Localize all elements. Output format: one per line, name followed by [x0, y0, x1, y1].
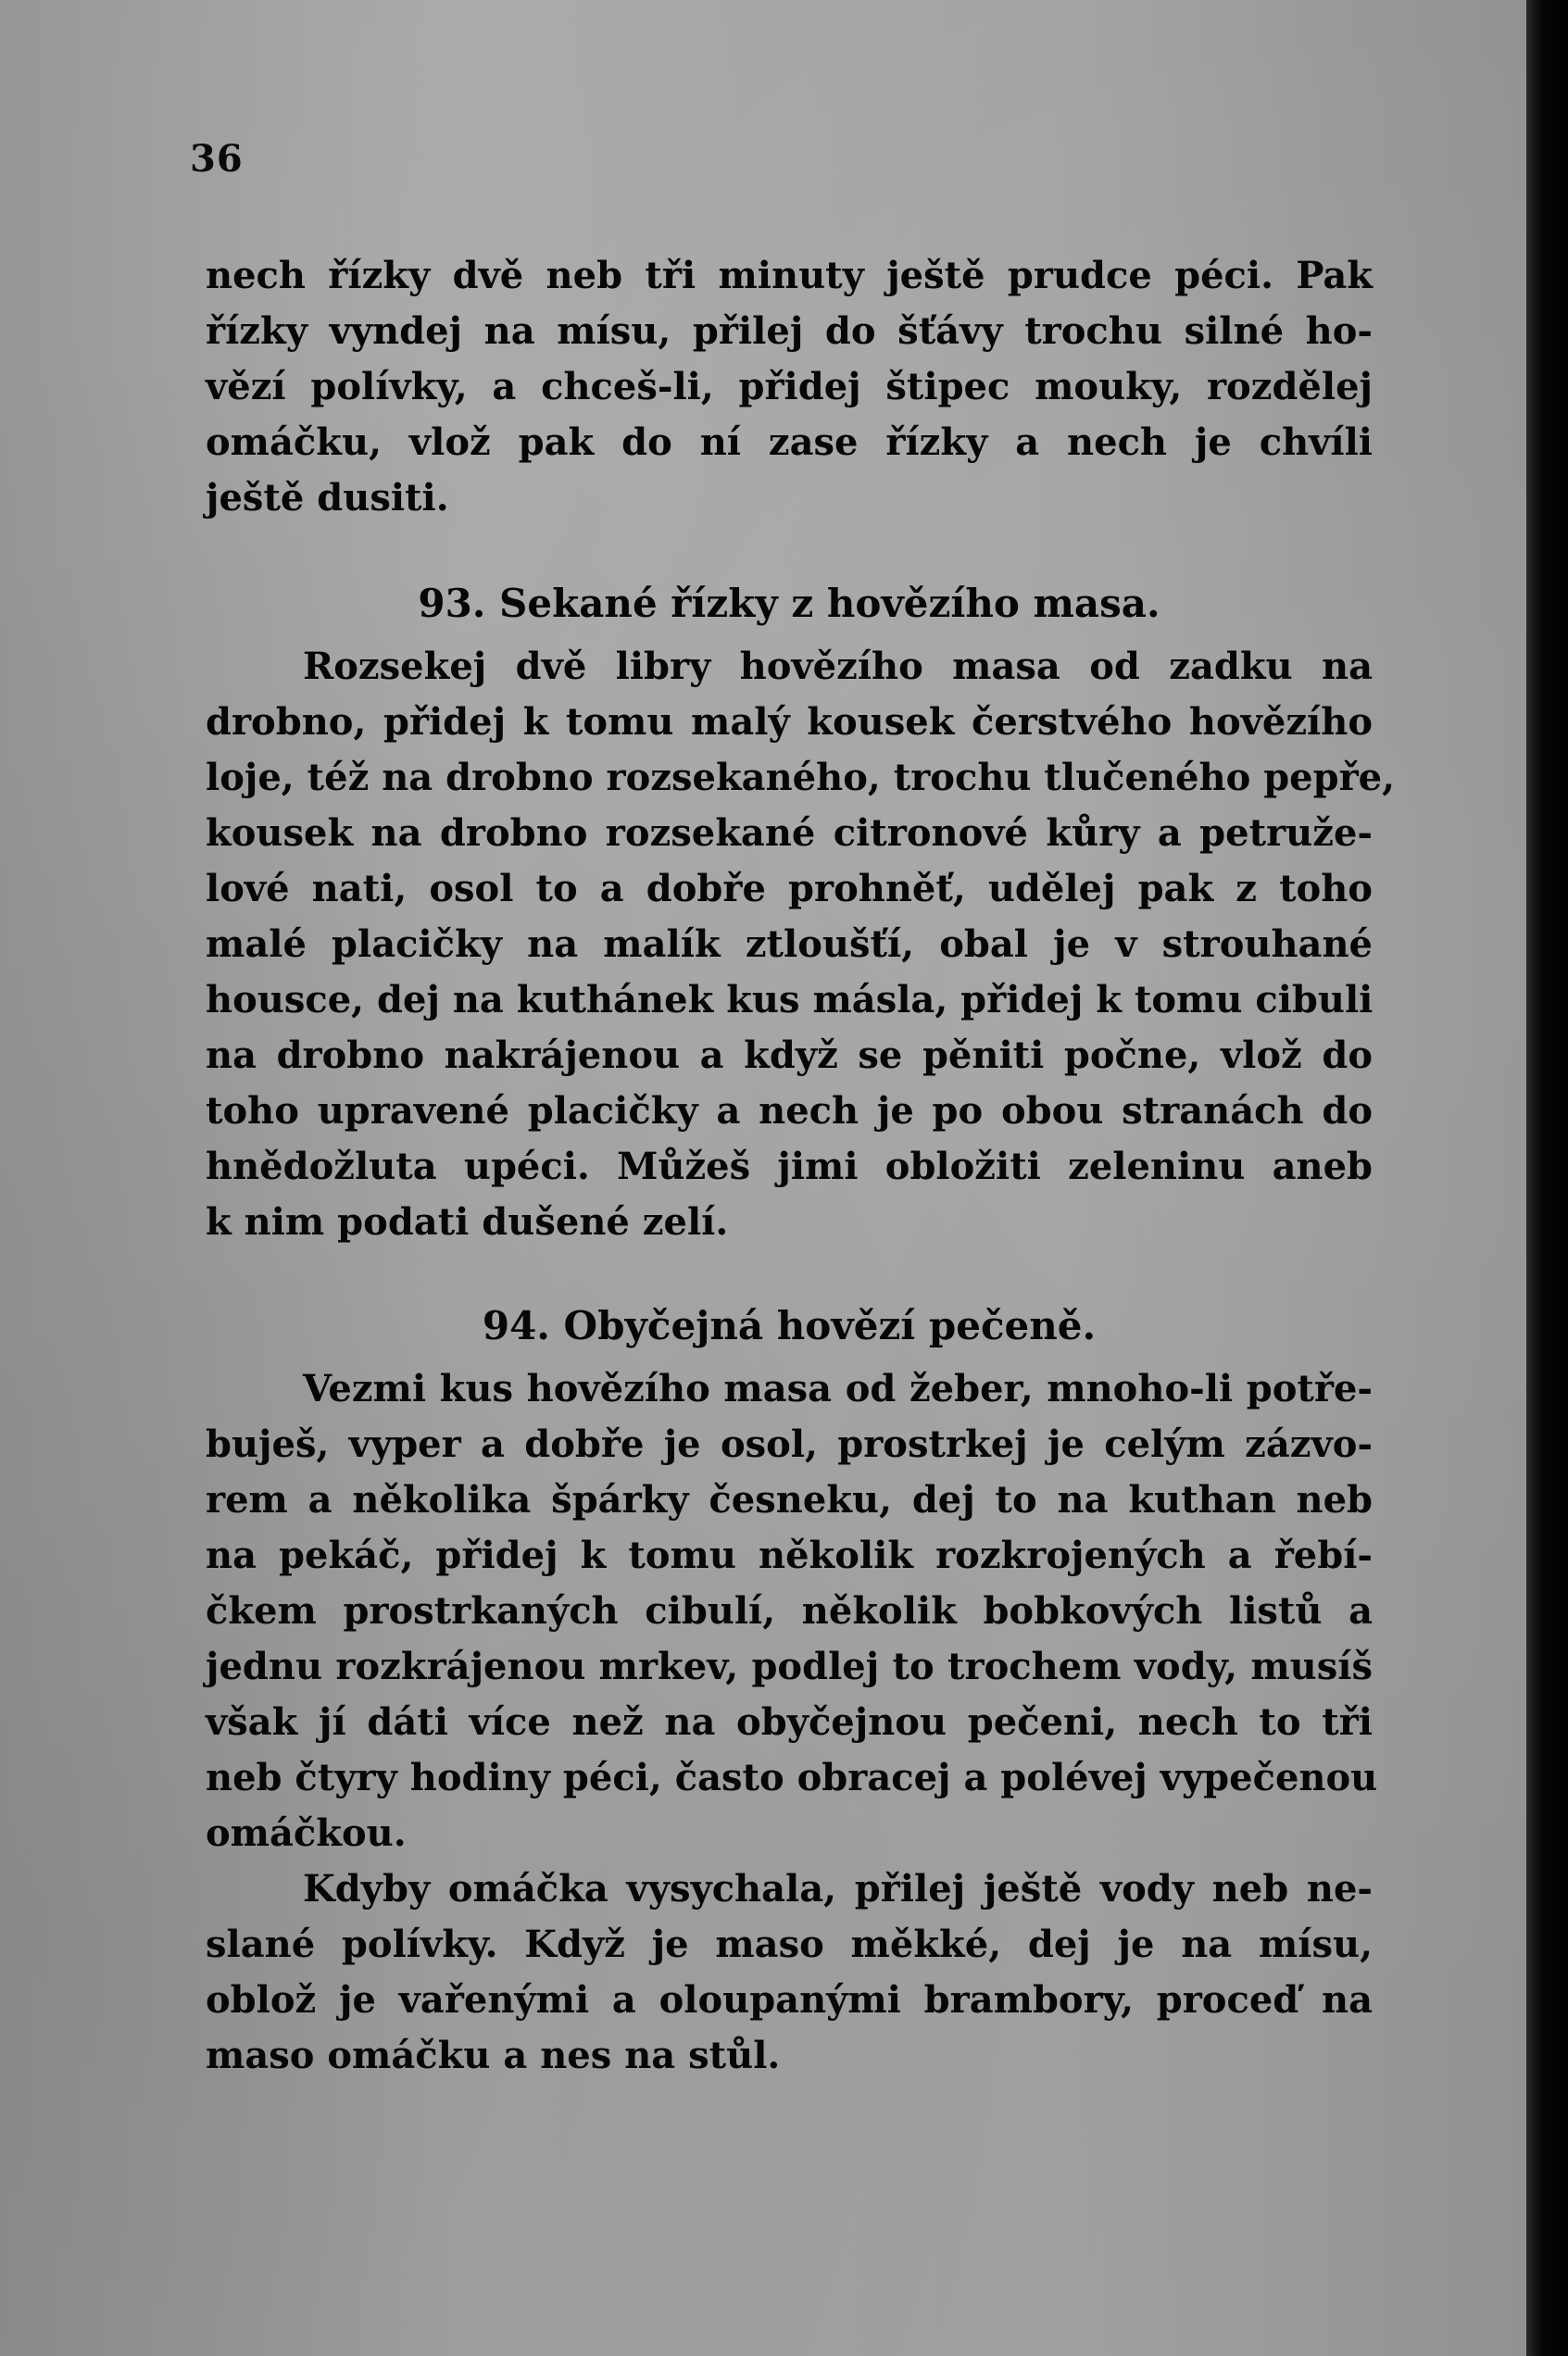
text-line: vězí polívky, a chceš-li, přidej štipec mouky, rozdělej — [206, 365, 1373, 408]
intro-paragraph — [206, 248, 1373, 526]
text-line: nech řízky dvě neb tři minuty ještě prudce péci. Pak — [206, 254, 1373, 297]
text-line: jednu rozkrájenou mrkev, podlej to trochem vody, musíš — [206, 1645, 1373, 1688]
text-line: na drobno nakrájenou a když se pěniti počne, vlož do — [206, 1034, 1373, 1077]
text-line: malé placičky na malík ztloušťí, obal je v strouhané — [206, 922, 1373, 966]
recipe-93-paragraph — [206, 639, 1396, 1250]
text-line: neb čtyry hodiny péci, často obracej a polévej vypečenou — [206, 1756, 1378, 1799]
text-line: kousek na drobno rozsekané citronové kůry a petruže- — [206, 811, 1373, 855]
text-line: omáčku, vlož pak do ní zase řízky a nech je chvíli — [206, 420, 1373, 464]
text-line: buješ, vyper a dobře je osol, prostrkej je celým zázvo- — [206, 1422, 1373, 1466]
text-line: oblož je vařenými a oloupanými brambory, proceď na — [206, 1978, 1373, 2022]
recipe-94-heading: 94. Obyčejná hovězí pečeně. — [482, 1303, 1097, 1348]
text-line: loje, též na drobno rozsekaného, trochu tlučeného pepře, — [206, 756, 1396, 799]
text-line: řízky vyndej na mísu, přilej do šťávy trochu silné ho- — [206, 309, 1373, 353]
text-line: maso omáčku a nes na stůl. — [206, 2034, 781, 2077]
recipe-94-paragraph-1 — [206, 1361, 1378, 1861]
page-body — [206, 248, 1396, 2084]
scan-dark-edge — [1526, 0, 1568, 2356]
page-number: 36 — [190, 137, 244, 181]
text-line: však jí dáti více než na obyčejnou pečeni, nech to tři — [206, 1700, 1373, 1744]
text-line: hnědožluta upéci. Můžeš jimi obložiti zeleninu aneb — [206, 1145, 1373, 1188]
text-line: slané polívky. Když je maso měkké, dej je na mísu, — [206, 1923, 1373, 1966]
text-line: lové nati, osol to a dobře prohněť, udělej pak z toho — [206, 867, 1373, 910]
text-line: čkem prostrkaných cibulí, několik bobkových listů a — [206, 1589, 1373, 1633]
recipe-93-heading: 93. Sekané řízky z hovězího masa. — [418, 581, 1160, 626]
text-line: drobno, přidej k tomu malý kousek čerstvého hovězího — [206, 700, 1373, 744]
text-line: housce, dej na kuthánek kus másla, přidej k tomu cibuli — [206, 978, 1374, 1021]
recipe-94-paragraph-2 — [206, 1861, 1373, 2084]
text-line: ještě dusiti. — [206, 476, 449, 520]
text-line: toho upravené placičky a nech je po obou stranách do — [206, 1089, 1373, 1133]
text-line: na pekáč, přidej k tomu několik rozkrojených a řebí- — [206, 1534, 1373, 1577]
text-line: Rozsekej dvě libry hovězího masa od zadku na — [303, 645, 1373, 688]
text-line: k nim podati dušené zelí. — [206, 1200, 729, 1244]
text-line: omáčkou. — [206, 1811, 407, 1855]
text-line: rem a několika špárky česneku, dej to na kuthan neb — [206, 1478, 1373, 1522]
text-line: Vezmi kus hovězího masa od žeber, mnoho-li potře- — [303, 1367, 1373, 1410]
text-line: Kdyby omáčka vysychala, přilej ještě vody neb ne- — [303, 1867, 1373, 1911]
